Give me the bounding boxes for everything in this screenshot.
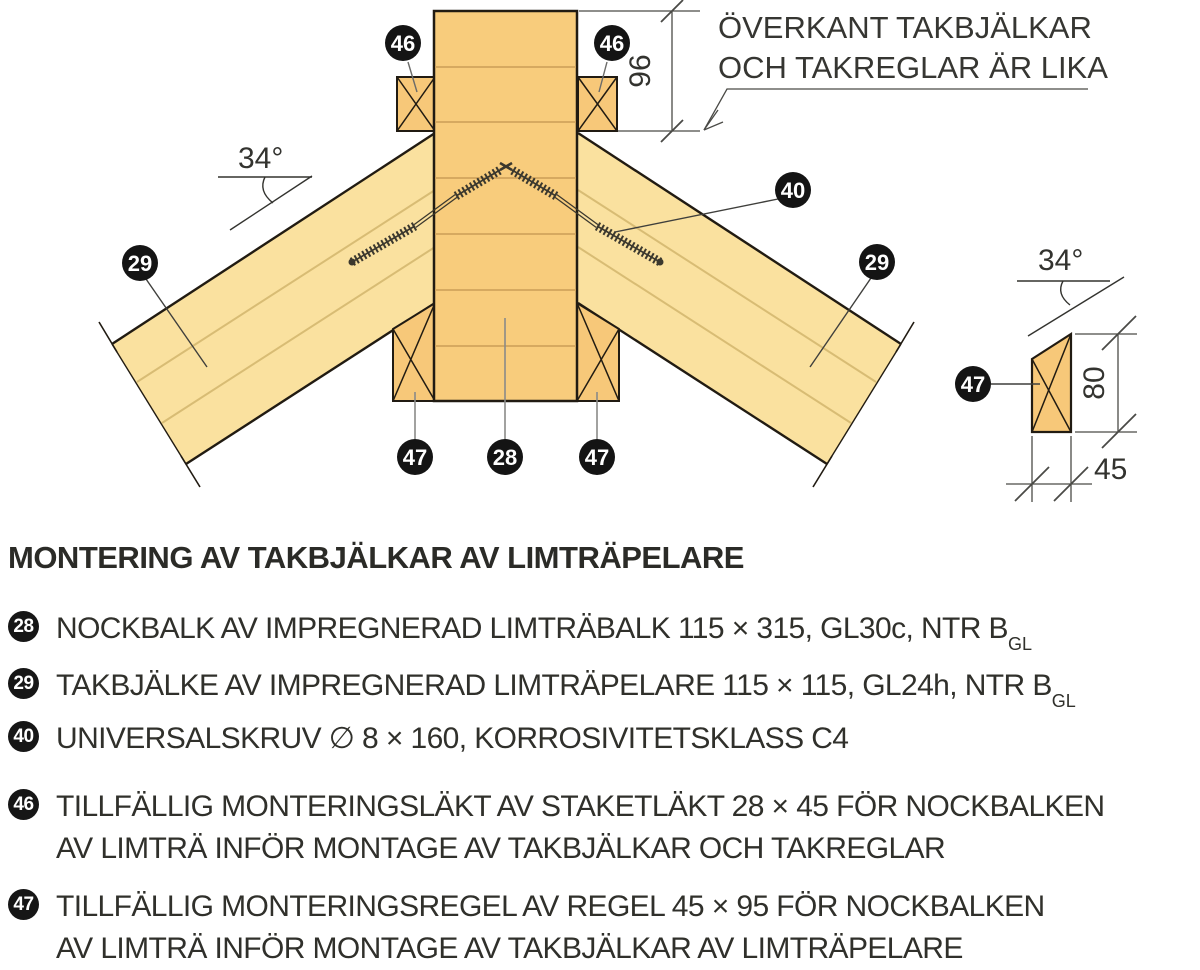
legend-item-46 (8, 786, 1104, 870)
dim-80-label: 80 (1078, 366, 1111, 400)
legend-text-40: UNIVERSALSKRUV ∅ 8 × 160, KORROSIVITETSKLASS C4 (56, 722, 849, 755)
angle-main-label: 34° (238, 142, 284, 175)
svg-text:47: 47 (402, 445, 428, 470)
svg-text:47: 47 (584, 445, 610, 470)
dim-45-label: 45 (1094, 453, 1128, 486)
legend-item-29 (8, 665, 1076, 717)
dim-tick (1102, 316, 1136, 350)
svg-text:29: 29 (864, 250, 890, 275)
dim-96-label: 96 (624, 54, 657, 88)
legend-text-47-line1: TILLFÄLLIG MONTERINGSREGEL AV REGEL 45 × 95 FÖR NOCKBALKEN (56, 890, 1045, 923)
mounting-batten-left (397, 77, 435, 131)
legend-badge-40: 40 (8, 721, 39, 752)
svg-text:40: 40 (780, 178, 806, 203)
angle-indicator-detail (1017, 277, 1124, 336)
note-line2: OCH TAKREGLAR ÄR LIKA (718, 50, 1108, 85)
legend-item-28 (8, 608, 1032, 660)
legend-badge-29: 29 (8, 668, 39, 699)
callout-29-left (122, 245, 158, 281)
note-line1: ÖVERKANT TAKBJÄLKAR (718, 10, 1092, 45)
dimension-45 (1006, 436, 1092, 502)
legend-text-46-line2: AV LIMTRÄ INFÖR MONTAGE AV TAKBJÄLKAR OCH TAKREGLAR (56, 832, 946, 865)
legend-text-47-line2: AV LIMTRÄ INFÖR MONTAGE AV TAKBJÄLKAR AV LIMTRÄPELARE (56, 932, 963, 965)
break-overshoot (896, 322, 914, 352)
legend-text-46-line1: TILLFÄLLIG MONTERINGSLÄKT AV STAKETLÄKT 28 × 45 FÖR NOCKBALKEN (56, 790, 1105, 823)
callout-46-left (385, 25, 421, 61)
legend-badge-47: 47 (8, 889, 39, 920)
subscript-gl: GL (1051, 691, 1076, 712)
callout-29-right (859, 244, 895, 280)
legend-item-47 (8, 886, 1045, 970)
rafter-right (578, 133, 914, 487)
legend-badge-46: 46 (8, 789, 39, 820)
callout-47-bottom-right (579, 439, 615, 475)
legend-text-29: TAKBJÄLKE AV IMPREGNERAD LIMTRÄPELARE 115 × 115, GL24h, NTR $B_{GL}$ (56, 669, 1076, 712)
regel-cross-section (1032, 334, 1071, 432)
legend-item-40 (8, 718, 848, 760)
legend-text-28: NOCKBALK AV IMPREGNERAD LIMTRÄBALK 115 × 315, GL30c, NTR $B_{GL}$ (56, 612, 1032, 655)
svg-text:46: 46 (390, 31, 416, 56)
svg-text:46: 46 (599, 31, 625, 56)
svg-text:28: 28 (492, 445, 518, 470)
svg-text:47: 47 (960, 372, 986, 397)
angle-detail-label: 34° (1038, 244, 1084, 277)
dim-tick (1102, 414, 1136, 448)
callout-28-bottom (487, 439, 523, 475)
callout-40 (775, 172, 811, 208)
note-leader (704, 89, 1088, 130)
callout-47-detail (955, 366, 991, 402)
subscript-gl: GL (1007, 634, 1032, 655)
legend-heading: MONTERING AV TAKBJÄLKAR AV LIMTRÄPELARE (8, 540, 744, 575)
legend-badge-28: 28 (8, 611, 39, 642)
rafter-left (99, 133, 435, 487)
break-overshoot (99, 322, 117, 352)
callout-46-right (594, 25, 630, 61)
callout-47-bottom-left (397, 439, 433, 475)
mounting-batten-right (578, 77, 617, 131)
svg-text:29: 29 (127, 251, 153, 276)
